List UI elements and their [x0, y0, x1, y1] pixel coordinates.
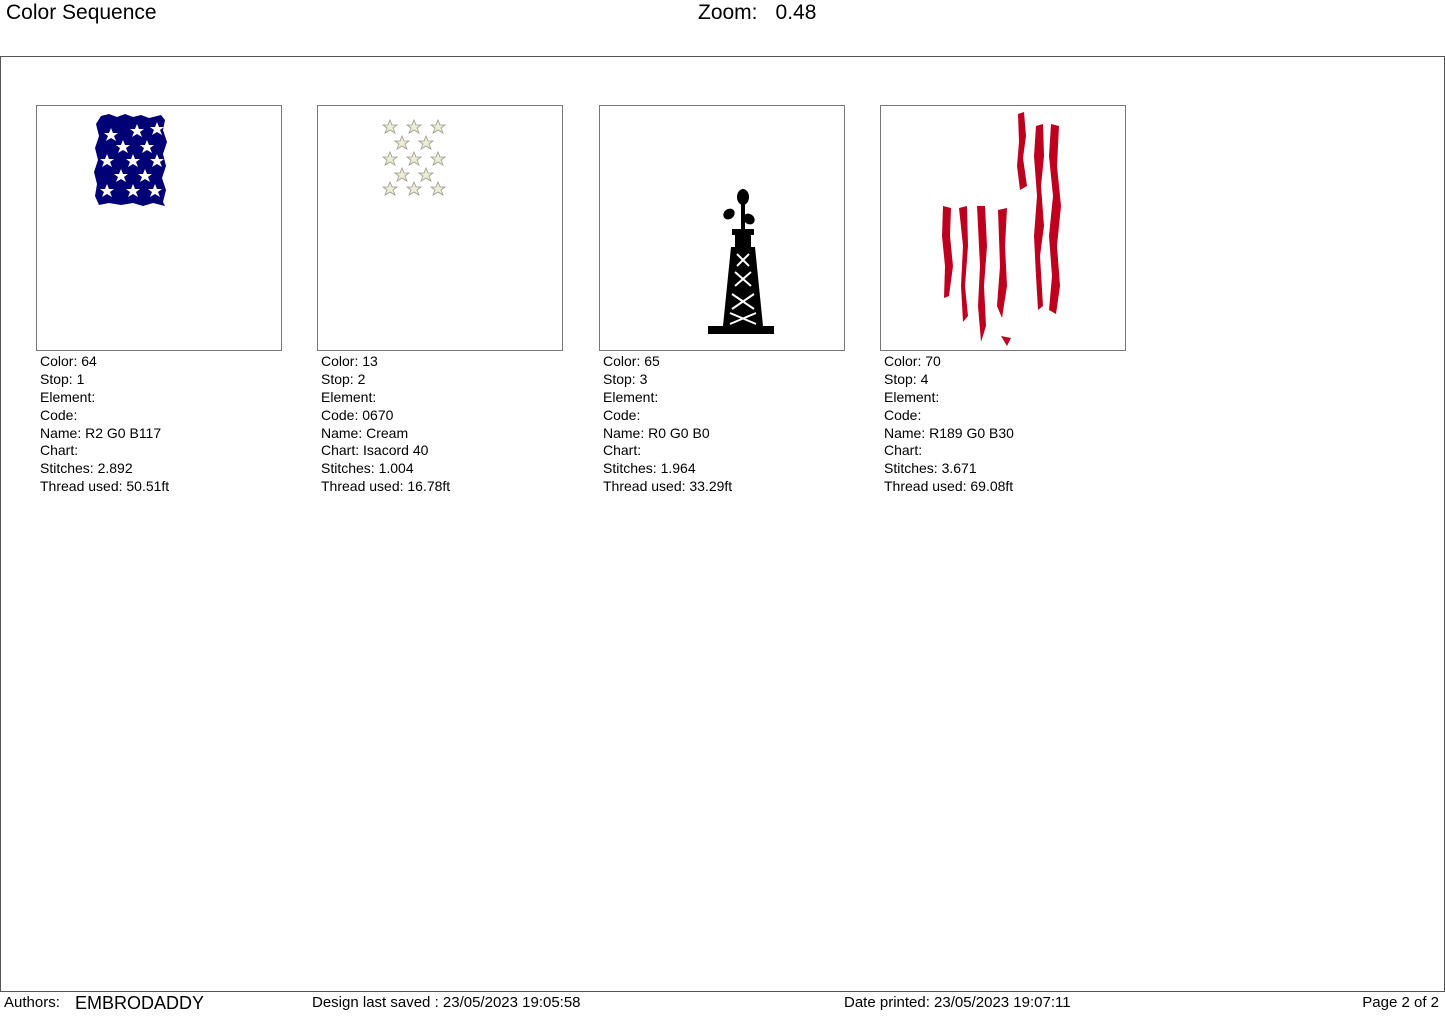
date-printed: Date printed: 23/05/2023 19:07:11: [844, 994, 1071, 1011]
element: Element:: [603, 388, 659, 405]
color-preview: [36, 105, 282, 351]
chart: Chart: Isacord 40: [321, 442, 429, 459]
color-info: [321, 353, 561, 496]
stop-number: Stop: 3: [603, 370, 648, 387]
stitches: Stitches: 2.892: [40, 460, 133, 477]
chart: Chart:: [40, 442, 79, 459]
code: Code:: [603, 406, 641, 423]
cream-stars-icon: [318, 106, 562, 350]
thread-used: Thread used: 50.51ft: [40, 478, 170, 495]
color-info: [40, 353, 280, 496]
red-stripes-icon: [881, 106, 1125, 350]
page-number: Page 2 of 2: [1362, 994, 1439, 1011]
oil-derrick-icon: [600, 106, 844, 350]
stitches: Stitches: 1.964: [603, 460, 696, 477]
stitches: Stitches: 3.671: [884, 460, 977, 477]
design-last-saved: Design last saved : 23/05/2023 19:05:58: [312, 994, 581, 1011]
color-preview: [599, 105, 845, 351]
color-number: Color: 64: [40, 353, 97, 369]
chart: Chart:: [884, 442, 923, 459]
chart: Chart:: [603, 442, 642, 459]
thread-used: Thread used: 69.08ft: [884, 478, 1014, 495]
element: Element:: [40, 388, 96, 405]
color-preview: [317, 105, 563, 351]
stitches: Stitches: 1.004: [321, 460, 414, 477]
color-info: [603, 353, 843, 496]
authors-label: Authors:: [4, 994, 60, 1011]
thread-name: Name: R2 G0 B117: [40, 424, 162, 441]
thread-name: Name: Cream: [321, 424, 409, 441]
color-number: Color: 65: [603, 353, 660, 369]
element: Element:: [321, 388, 377, 405]
stop-number: Stop: 4: [884, 370, 929, 387]
stop-number: Stop: 2: [321, 370, 366, 387]
color-number: Color: 13: [321, 353, 378, 369]
thread-name: Name: R189 G0 B30: [884, 424, 1014, 441]
thread-name: Name: R0 G0 B0: [603, 424, 710, 441]
stop-number: Stop: 1: [40, 370, 85, 387]
authors-value: EMBRODADDY: [75, 993, 205, 1013]
thread-used: Thread used: 33.29ft: [603, 478, 733, 495]
element: Element:: [884, 388, 940, 405]
zoom-label: Zoom:: [698, 1, 758, 24]
blue-star-field-icon: [37, 106, 281, 350]
page-title: Color Sequence: [6, 1, 157, 24]
color-preview: [880, 105, 1126, 351]
zoom-readout: [698, 0, 816, 26]
code: Code:: [40, 406, 78, 423]
zoom-value: 0.48: [775, 1, 817, 24]
thread-used: Thread used: 16.78ft: [321, 478, 451, 495]
color-info: [884, 353, 1124, 496]
footer: [0, 992, 1445, 1016]
code: Code: 0670: [321, 406, 394, 423]
color-number: Color: 70: [884, 353, 941, 369]
code: Code:: [884, 406, 922, 423]
